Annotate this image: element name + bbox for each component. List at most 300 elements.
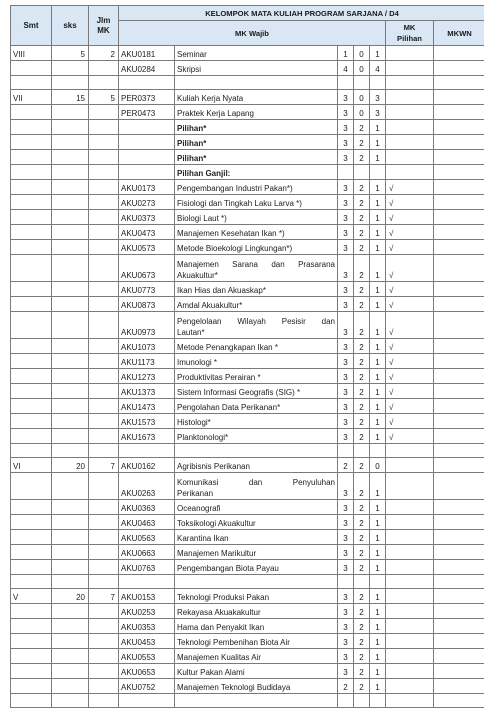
course-name-cell: Hama dan Penyakit Ikan <box>175 619 338 634</box>
mkwn-cell <box>434 135 484 150</box>
course-name-cell: Skripsi <box>175 61 338 76</box>
credit-practice-cell: 1 <box>370 369 386 384</box>
jlm-mk-cell: 5 <box>89 90 119 105</box>
mk-pilihan-check: √ <box>386 210 434 225</box>
course-code-cell: AKU0773 <box>119 282 175 297</box>
sks-cell <box>52 619 89 634</box>
course-name-cell: Pilihan* <box>175 135 338 150</box>
credit-practice-cell: 1 <box>370 312 386 339</box>
mkwn-cell <box>434 664 484 679</box>
course-code-cell: AKU0973 <box>119 312 175 339</box>
course-code-cell: AKU0553 <box>119 649 175 664</box>
semester-cell <box>11 61 52 76</box>
course-code-cell: AKU0363 <box>119 500 175 515</box>
empty-cell <box>434 575 484 589</box>
credit-practice-cell: 1 <box>370 354 386 369</box>
sks-cell <box>52 649 89 664</box>
credit-total-cell: 3 <box>338 105 354 120</box>
sks-cell <box>52 473 89 500</box>
credit-practice-cell: 3 <box>370 90 386 105</box>
semester-cell <box>11 399 52 414</box>
mkwn-cell <box>434 339 484 354</box>
course-code-cell: AKU0173 <box>119 180 175 195</box>
semester-cell <box>11 354 52 369</box>
credit-total-cell: 3 <box>338 135 354 150</box>
semester-cell <box>11 515 52 530</box>
mkwn-cell <box>434 225 484 240</box>
credit-practice-cell: 1 <box>370 530 386 545</box>
sks-cell <box>52 429 89 444</box>
sks-cell <box>52 61 89 76</box>
credit-practice-cell: 1 <box>370 634 386 649</box>
jlm-mk-cell <box>89 282 119 297</box>
sks-cell <box>52 545 89 560</box>
semester-cell <box>11 384 52 399</box>
course-name-cell: Produktivitas Perairan * <box>175 369 338 384</box>
sks-cell: 20 <box>52 589 89 604</box>
credit-theory-cell: 2 <box>354 312 370 339</box>
course-name-cell: Pilihan Ganjil: <box>175 165 338 180</box>
empty-cell <box>11 694 52 708</box>
table-row <box>11 619 484 634</box>
jlm-mk-cell <box>89 649 119 664</box>
credit-total-cell: 3 <box>338 604 354 619</box>
mkwn-cell <box>434 120 484 135</box>
table-row <box>11 165 484 180</box>
sks-cell <box>52 664 89 679</box>
credit-practice-cell: 1 <box>370 649 386 664</box>
semester-cell <box>11 679 52 694</box>
credit-practice-cell: 1 <box>370 135 386 150</box>
mk-pilihan-check <box>386 634 434 649</box>
semester-cell: VII <box>11 90 52 105</box>
mk-pilihan-check: √ <box>386 297 434 312</box>
semester-cell <box>11 664 52 679</box>
sks-cell <box>52 500 89 515</box>
sks-cell <box>52 240 89 255</box>
table-row <box>11 297 484 312</box>
credit-practice-cell: 1 <box>370 150 386 165</box>
course-name-cell <box>175 473 338 500</box>
course-name-cell: Histologi* <box>175 414 338 429</box>
course-name-line1: Manajemen Sarana dan Prasarana <box>177 259 335 270</box>
mkwn-cell <box>434 414 484 429</box>
credit-practice-cell: 1 <box>370 545 386 560</box>
empty-cell <box>52 694 89 708</box>
mkwn-cell <box>434 530 484 545</box>
mkwn-cell <box>434 312 484 339</box>
table-row <box>11 473 484 500</box>
credit-total-cell: 3 <box>338 90 354 105</box>
mk-pilihan-check <box>386 105 434 120</box>
sks-cell: 20 <box>52 458 89 473</box>
mkwn-cell <box>434 165 484 180</box>
course-code-cell: PER0373 <box>119 90 175 105</box>
table-row <box>11 530 484 545</box>
empty-cell <box>89 694 119 708</box>
jlm-mk-cell <box>89 255 119 282</box>
credit-theory-cell: 2 <box>354 240 370 255</box>
jlm-mk-cell <box>89 297 119 312</box>
credit-total-cell: 3 <box>338 195 354 210</box>
empty-cell <box>386 444 434 458</box>
credit-practice-cell: 4 <box>370 61 386 76</box>
course-code-cell: AKU0563 <box>119 530 175 545</box>
semester-cell <box>11 473 52 500</box>
jlm-mk-cell <box>89 399 119 414</box>
credit-total-cell: 3 <box>338 530 354 545</box>
jlm-mk-cell <box>89 369 119 384</box>
credit-total-cell: 3 <box>338 399 354 414</box>
course-name-cell: Manajemen Marikultur <box>175 545 338 560</box>
table-row <box>11 240 484 255</box>
course-name-cell: Oceanografi <box>175 500 338 515</box>
course-code-cell: AKU1073 <box>119 339 175 354</box>
credit-theory-cell: 2 <box>354 210 370 225</box>
mk-pilihan-check <box>386 458 434 473</box>
jlm-mk-cell: 2 <box>89 46 119 61</box>
mk-pilihan-check <box>386 649 434 664</box>
credit-theory-cell: 2 <box>354 255 370 282</box>
semester-cell: VI <box>11 458 52 473</box>
mk-pilihan-check: √ <box>386 255 434 282</box>
credit-theory-cell: 2 <box>354 634 370 649</box>
empty-cell <box>354 694 370 708</box>
credit-total-cell: 3 <box>338 429 354 444</box>
mk-pilihan-check <box>386 46 434 61</box>
course-name-cell: Pengolahan Data Perikanan* <box>175 399 338 414</box>
jlm-mk-cell <box>89 354 119 369</box>
credit-theory-cell: 2 <box>354 589 370 604</box>
table-row <box>11 515 484 530</box>
mkwn-cell <box>434 240 484 255</box>
credit-practice-cell <box>370 165 386 180</box>
course-code-cell: PER0473 <box>119 105 175 120</box>
course-code-cell: AKU0284 <box>119 61 175 76</box>
empty-cell <box>52 444 89 458</box>
mk-pilihan-check <box>386 61 434 76</box>
sks-cell <box>52 399 89 414</box>
credit-theory-cell: 0 <box>354 61 370 76</box>
credit-theory-cell: 2 <box>354 530 370 545</box>
empty-cell <box>119 694 175 708</box>
table-row <box>11 225 484 240</box>
header-group-title: KELOMPOK MATA KULIAH PROGRAM SARJANA / D4 <box>119 6 484 21</box>
sks-cell <box>52 165 89 180</box>
empty-cell <box>175 444 338 458</box>
credit-total-cell: 3 <box>338 297 354 312</box>
mkwn-cell <box>434 473 484 500</box>
jlm-mk-cell <box>89 530 119 545</box>
table-row <box>11 354 484 369</box>
credit-practice-cell: 1 <box>370 604 386 619</box>
mk-pilihan-check <box>386 135 434 150</box>
empty-cell <box>119 444 175 458</box>
credit-total-cell: 3 <box>338 560 354 575</box>
course-code-cell: AKU1273 <box>119 369 175 384</box>
table-header <box>11 6 484 46</box>
header-jlm-mk: Jlm MK <box>89 6 119 46</box>
credit-theory-cell: 2 <box>354 384 370 399</box>
credit-total-cell: 3 <box>338 210 354 225</box>
mkwn-cell <box>434 297 484 312</box>
empty-cell <box>434 76 484 90</box>
semester-cell <box>11 105 52 120</box>
empty-cell <box>370 575 386 589</box>
course-code-cell: AKU1473 <box>119 399 175 414</box>
sks-cell <box>52 282 89 297</box>
empty-cell <box>89 76 119 90</box>
course-name-line2: Akuakultur* <box>177 270 335 281</box>
semester-cell <box>11 297 52 312</box>
mkwn-cell <box>434 150 484 165</box>
sks-cell <box>52 312 89 339</box>
course-name-cell: Seminar <box>175 46 338 61</box>
credit-practice-cell: 1 <box>370 225 386 240</box>
table-row <box>11 282 484 297</box>
table-row <box>11 61 484 76</box>
sks-cell <box>52 135 89 150</box>
sks-cell <box>52 369 89 384</box>
credit-practice-cell: 1 <box>370 282 386 297</box>
jlm-mk-cell <box>89 515 119 530</box>
mk-pilihan-check: √ <box>386 225 434 240</box>
mkwn-cell <box>434 210 484 225</box>
course-name-cell: Biologi Laut *) <box>175 210 338 225</box>
mk-pilihan-check: √ <box>386 195 434 210</box>
credit-theory-cell: 2 <box>354 180 370 195</box>
empty-cell <box>89 444 119 458</box>
sks-cell <box>52 150 89 165</box>
jlm-mk-cell <box>89 312 119 339</box>
mk-pilihan-check: √ <box>386 354 434 369</box>
mk-pilihan-check: √ <box>386 282 434 297</box>
course-code-cell: AKU0253 <box>119 604 175 619</box>
course-code-cell: AKU0763 <box>119 560 175 575</box>
credit-theory-cell: 2 <box>354 429 370 444</box>
course-code-cell: AKU0873 <box>119 297 175 312</box>
course-name-cell: Pengembangan Biota Payau <box>175 560 338 575</box>
credit-total-cell: 3 <box>338 240 354 255</box>
course-name-line1: Pengelolaan Wilayah Pesisir dan <box>177 316 335 327</box>
table-row <box>11 90 484 105</box>
header-sks: sks <box>52 6 89 46</box>
credit-theory-cell: 2 <box>354 560 370 575</box>
credit-total-cell: 3 <box>338 664 354 679</box>
credit-theory-cell: 2 <box>354 120 370 135</box>
course-name-cell: Kultur Pakan Alami <box>175 664 338 679</box>
credit-theory-cell: 2 <box>354 354 370 369</box>
table-row <box>11 634 484 649</box>
credit-theory-cell: 0 <box>354 90 370 105</box>
semester-cell <box>11 165 52 180</box>
credit-theory-cell: 2 <box>354 297 370 312</box>
mkwn-cell <box>434 604 484 619</box>
jlm-mk-cell <box>89 150 119 165</box>
course-name-cell: Imunologi * <box>175 354 338 369</box>
table-row <box>11 180 484 195</box>
credit-practice-cell: 1 <box>370 560 386 575</box>
credit-practice-cell: 1 <box>370 414 386 429</box>
semester-cell <box>11 429 52 444</box>
credit-total-cell: 3 <box>338 282 354 297</box>
semester-cell <box>11 180 52 195</box>
jlm-mk-cell <box>89 225 119 240</box>
mkwn-cell <box>434 384 484 399</box>
table-row <box>11 210 484 225</box>
jlm-mk-cell <box>89 195 119 210</box>
course-code-cell: AKU0353 <box>119 619 175 634</box>
course-name-cell: Planktonologi* <box>175 429 338 444</box>
credit-total-cell: 3 <box>338 500 354 515</box>
credit-theory-cell: 2 <box>354 339 370 354</box>
empty-cell <box>11 444 52 458</box>
course-code-cell: AKU0573 <box>119 240 175 255</box>
empty-cell <box>386 76 434 90</box>
credit-practice-cell: 1 <box>370 297 386 312</box>
sks-cell <box>52 604 89 619</box>
course-code-cell: AKU1173 <box>119 354 175 369</box>
credit-practice-cell: 1 <box>370 180 386 195</box>
jlm-mk-cell: 7 <box>89 589 119 604</box>
mk-pilihan-check <box>386 619 434 634</box>
credit-theory-cell: 2 <box>354 195 370 210</box>
credit-theory-cell: 2 <box>354 282 370 297</box>
credit-practice-cell: 1 <box>370 255 386 282</box>
mkwn-cell <box>434 105 484 120</box>
empty-cell <box>89 575 119 589</box>
sks-cell <box>52 530 89 545</box>
mk-pilihan-check <box>386 515 434 530</box>
empty-cell <box>52 76 89 90</box>
credit-theory-cell: 0 <box>354 46 370 61</box>
mk-pilihan-check <box>386 604 434 619</box>
semester-cell <box>11 195 52 210</box>
course-code-cell: AKU0463 <box>119 515 175 530</box>
empty-cell <box>52 575 89 589</box>
credit-total-cell: 3 <box>338 515 354 530</box>
mkwn-cell <box>434 180 484 195</box>
semester-cell <box>11 500 52 515</box>
semester-cell <box>11 649 52 664</box>
credit-practice-cell: 1 <box>370 679 386 694</box>
credit-total-cell: 3 <box>338 473 354 500</box>
header-mk-wajib: MK Wajib <box>119 21 386 46</box>
credit-practice-cell: 1 <box>370 120 386 135</box>
jlm-mk-cell <box>89 210 119 225</box>
table-row <box>11 414 484 429</box>
course-name-cell: Metode Penangkapan Ikan * <box>175 339 338 354</box>
credit-theory-cell: 2 <box>354 414 370 429</box>
credit-total-cell: 3 <box>338 339 354 354</box>
course-name-cell: Teknologi Produksi Pakan <box>175 589 338 604</box>
mkwn-cell <box>434 619 484 634</box>
mk-pilihan-check: √ <box>386 384 434 399</box>
course-code-cell: AKU1673 <box>119 429 175 444</box>
jlm-mk-cell <box>89 679 119 694</box>
jlm-mk-cell <box>89 105 119 120</box>
course-name-cell: Agribisnis Perikanan <box>175 458 338 473</box>
jlm-mk-cell <box>89 165 119 180</box>
jlm-mk-cell <box>89 473 119 500</box>
mkwn-cell <box>434 354 484 369</box>
table-row <box>11 664 484 679</box>
credit-total-cell: 3 <box>338 634 354 649</box>
semester-cell <box>11 339 52 354</box>
credit-total-cell: 3 <box>338 414 354 429</box>
course-code-cell: AKU0153 <box>119 589 175 604</box>
mkwn-cell <box>434 649 484 664</box>
course-name-cell: Sistem Informasi Geografis (SIG) * <box>175 384 338 399</box>
semester-cell <box>11 619 52 634</box>
spacer-row <box>11 575 484 589</box>
jlm-mk-cell <box>89 414 119 429</box>
semester-cell <box>11 604 52 619</box>
semester-cell <box>11 210 52 225</box>
semester-cell <box>11 369 52 384</box>
credit-practice-cell: 1 <box>370 195 386 210</box>
mk-pilihan-check <box>386 530 434 545</box>
credit-total-cell: 3 <box>338 180 354 195</box>
jlm-mk-cell <box>89 500 119 515</box>
sks-cell <box>52 515 89 530</box>
mkwn-cell <box>434 90 484 105</box>
course-name-cell: Praktek Kerja Lapang <box>175 105 338 120</box>
empty-cell <box>354 575 370 589</box>
sks-cell: 5 <box>52 46 89 61</box>
table-row <box>11 195 484 210</box>
course-code-cell <box>119 150 175 165</box>
sks-cell <box>52 634 89 649</box>
credit-practice-cell: 1 <box>370 664 386 679</box>
credit-total-cell: 1 <box>338 46 354 61</box>
semester-cell: V <box>11 589 52 604</box>
table-row <box>11 458 484 473</box>
sks-cell <box>52 560 89 575</box>
semester-cell <box>11 414 52 429</box>
empty-cell <box>11 76 52 90</box>
jlm-mk-cell <box>89 240 119 255</box>
jlm-mk-cell <box>89 135 119 150</box>
course-name-line2: Lautan* <box>177 327 335 338</box>
credit-total-cell: 4 <box>338 61 354 76</box>
table-row <box>11 120 484 135</box>
sks-cell <box>52 225 89 240</box>
sks-cell <box>52 297 89 312</box>
mkwn-cell <box>434 515 484 530</box>
credit-theory-cell: 2 <box>354 545 370 560</box>
credit-theory-cell: 2 <box>354 399 370 414</box>
course-name-line1: Komunikasi dan Penyuluhan <box>177 477 335 488</box>
empty-cell <box>338 444 354 458</box>
course-code-cell: AKU0673 <box>119 255 175 282</box>
mkwn-cell <box>434 679 484 694</box>
table-row <box>11 105 484 120</box>
mk-pilihan-check: √ <box>386 240 434 255</box>
header-mk-pilihan: MK Pilihan <box>386 21 434 46</box>
jlm-mk-cell <box>89 339 119 354</box>
mk-pilihan-check <box>386 150 434 165</box>
jlm-mk-cell: 7 <box>89 458 119 473</box>
credit-total-cell: 3 <box>338 255 354 282</box>
course-name-cell: Pilihan* <box>175 120 338 135</box>
semester-cell <box>11 312 52 339</box>
course-code-cell: AKU0663 <box>119 545 175 560</box>
mk-pilihan-check <box>386 545 434 560</box>
sks-cell: 15 <box>52 90 89 105</box>
credit-practice-cell: 1 <box>370 500 386 515</box>
semester-cell <box>11 120 52 135</box>
